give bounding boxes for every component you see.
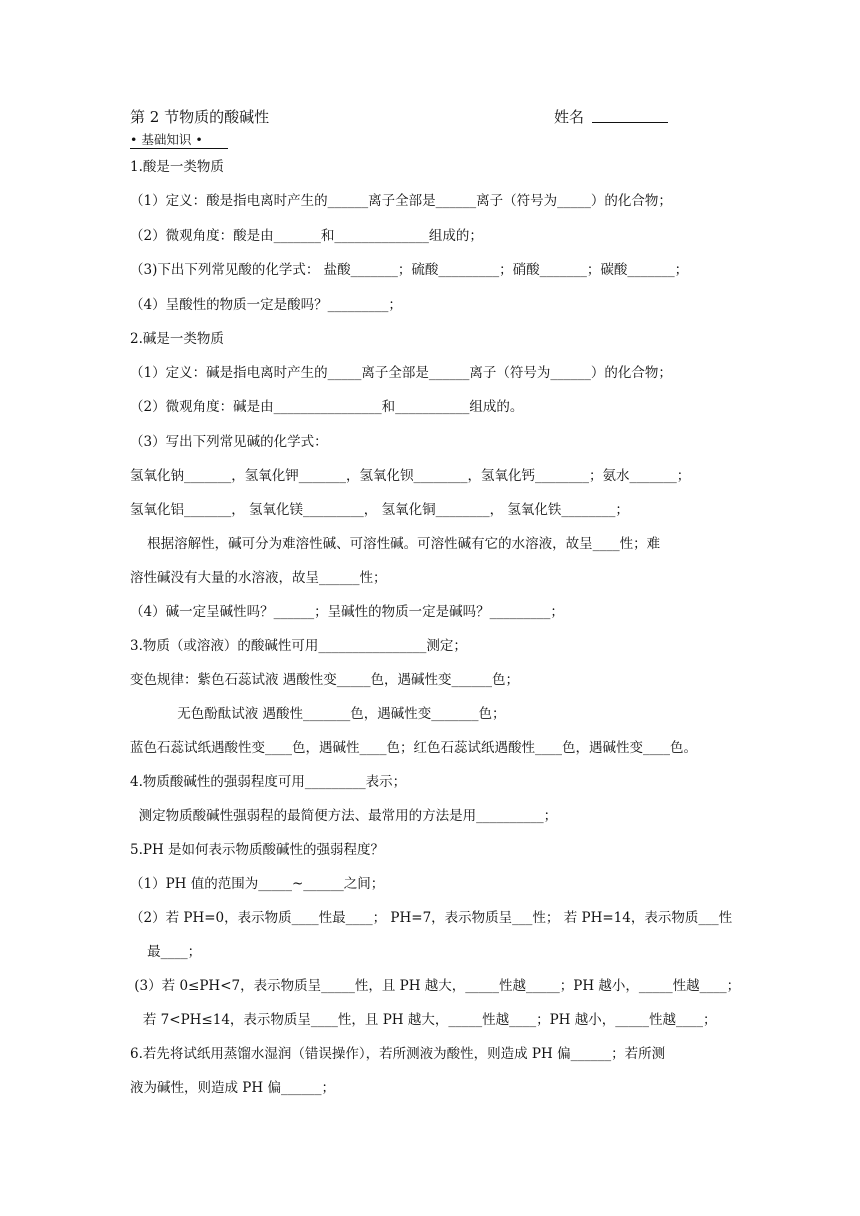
line-phenolphthalein-rule: 无色酚酞试液 遇酸性_______色，遇碱性变_______色；: [130, 706, 506, 722]
line-ph-acid-trend: (3）若 0≤PH<7，表示物质呈_____性，且 PH 越大，_____性越_____；PH 越小，_____性越____；: [130, 978, 741, 994]
line-base-formulas-heading: （3）写出下列常见碱的化学式：: [130, 434, 328, 450]
line-strength-method: 测定物质酸碱性强弱程的最简便方法、最常用的方法是用__________；: [130, 808, 558, 824]
line-ph-values-2: 最____；: [130, 944, 202, 960]
line-base-formulas-1: 氢氧化钠_______，氢氧化钾_______，氢氧化钡________，氢氧化钙________；氨水_______；: [130, 468, 691, 484]
line-litmus-rule: 变色规律：紫色石蕊试液 遇酸性变_____色，遇碱性变______色；: [130, 672, 520, 688]
line-acid-micro: （2）微观角度：酸是由_______和______________组成的；: [130, 228, 483, 244]
line-base-micro: （2）微观角度：碱是由________________和___________组成的。: [130, 399, 524, 415]
name-label: 姓名: [554, 108, 585, 126]
page-title: 第 2 节物质的酸碱性: [130, 108, 270, 126]
line-acid-heading: 1.酸是一类物质: [130, 159, 224, 175]
line-base-formulas-2: 氢氧化铝_______， 氢氧化镁_________， 氢氧化铜________， 氢氧化铁________；: [130, 502, 629, 518]
line-acid-definition: （1）定义：酸是指电离时产生的______离子全部是______离子（符号为_____）的化合物；: [130, 193, 672, 209]
name-blank: [592, 122, 668, 123]
line-base-question: （4）碱一定呈碱性吗？______；呈碱性的物质一定是碱吗？_________；: [130, 604, 564, 620]
header: [130, 106, 690, 126]
line-solubility-1: 根据溶解性，碱可分为难溶性碱、可溶性碱。可溶性碱有它的水溶液，故呈____性；难: [130, 536, 661, 552]
line-acid-question: （4）呈酸性的物质一定是酸吗？_________；: [130, 297, 402, 313]
line-litmus-paper-rule: 蓝色石蕊试纸遇酸性变____色，遇碱性____色；红色石蕊试纸遇酸性____色，遇碱性变____色。: [130, 740, 697, 756]
line-ph-range: （1）PH 值的范围为_____~______之间；: [130, 876, 385, 892]
line-base-heading: 2.碱是一类物质: [130, 331, 224, 347]
line-wet-paper-2: 液为碱性，则造成 PH 偏______；: [130, 1080, 335, 1096]
line-ph-heading: 5.PH 是如何表示物质酸碱性的强弱程度？: [130, 842, 385, 858]
line-indicator-heading: 3.物质（或溶液）的酸碱性可用________________测定；: [130, 638, 467, 654]
line-acid-formulas: （3)下出下列常见酸的化学式： 盐酸_______；硫酸_________；硝酸_______；碳酸_______；: [130, 262, 689, 278]
line-ph-base-trend: 若 7<PH≤14，表示物质呈____性，且 PH 越大，_____性越____；PH 越小，_____性越____；: [130, 1012, 717, 1028]
line-strength-heading: 4.物质酸碱性的强弱程度可用_________表示；: [130, 774, 407, 790]
line-base-definition: （1）定义：碱是指电离时产生的_____离子全部是______离子（符号为______）的化合物；: [130, 365, 672, 381]
line-solubility-2: 溶性碱没有大量的水溶液，故呈______性；: [130, 570, 387, 586]
line-ph-values-1: （2）若 PH=0，表示物质____性最____； PH=7，表示物质呈___性； 若 PH=14，表示物质___性: [130, 910, 733, 926]
line-wet-paper-1: 6.若先将试纸用蒸馏水湿润（错误操作），若所测液为酸性，则造成 PH 偏______；若所测: [130, 1046, 666, 1062]
section-label: • 基础知识 •: [130, 132, 228, 149]
